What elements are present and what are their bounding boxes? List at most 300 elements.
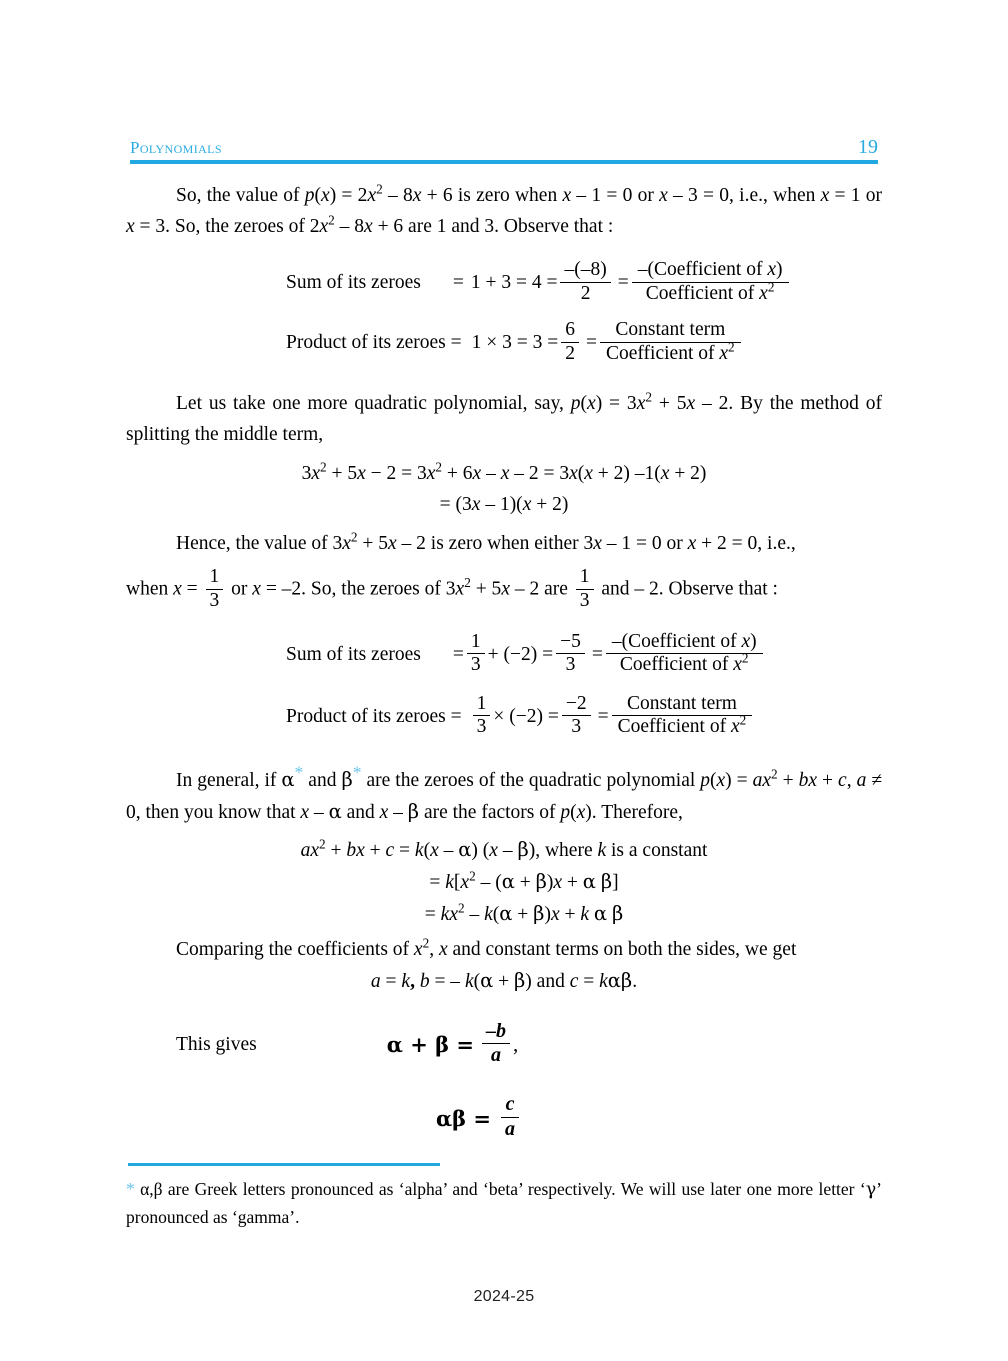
exponent: 2 (739, 712, 747, 728)
paragraph-when-x-equals-one-third (126, 567, 882, 613)
var-x: x (321, 185, 330, 206)
text-seg: + 6 (442, 463, 473, 485)
greek-beta: β (533, 902, 545, 926)
greek-alpha: α (281, 768, 295, 792)
var-x: x (733, 654, 742, 676)
var-x: x (522, 494, 532, 516)
fraction-minus-b-over-a (482, 1020, 510, 1067)
var-p: p (560, 802, 571, 824)
var-k: k (464, 971, 474, 993)
formula-lhs: α + β = (386, 1032, 474, 1058)
text-seg: = (380, 971, 402, 993)
greek-alpha: α (480, 969, 494, 993)
greek-gamma: γ (865, 1180, 877, 1200)
text-seg: or (226, 579, 253, 601)
paragraph-comparing-coefficients (126, 934, 882, 965)
product-middle: × (−2) = (493, 705, 559, 727)
footnote-marker: * (126, 1179, 135, 1199)
text-seg: ) and (525, 971, 570, 993)
fraction-minus2-over-3 (562, 693, 591, 739)
text-seg: ( (570, 802, 577, 824)
equation-sum-of-zeroes-1 (286, 260, 882, 306)
fraction-one-third (473, 693, 491, 739)
fraction-one-third (467, 631, 485, 677)
denominator-text: a (505, 1117, 516, 1140)
var-x: x (550, 904, 560, 926)
text-seg: ( (492, 904, 500, 926)
this-gives-row-1 (126, 1021, 882, 1068)
text-seg: – 8 (334, 216, 365, 237)
var-x: x (310, 840, 319, 862)
comma: , (512, 1032, 519, 1057)
exponent: 2 (350, 529, 358, 545)
var-x: x (719, 342, 729, 364)
var-x: x (388, 533, 397, 555)
text-seg: ( (580, 393, 588, 415)
header-page-number: 19 (858, 136, 878, 158)
text-seg: – 3 = 0, i.e., when (667, 185, 821, 206)
text-seg: + (777, 770, 799, 792)
exponent: 2 (328, 212, 335, 228)
var-x: x (501, 579, 510, 601)
product-value: 1 × 3 = 3 = (471, 332, 559, 354)
var-x: x (438, 939, 448, 961)
exponent: 2 (318, 836, 326, 852)
var-x: x (716, 770, 726, 792)
text-seg: – ( (475, 872, 502, 894)
text-seg: [ (453, 872, 461, 894)
page-footer-year: 2024-25 (473, 1288, 535, 1305)
var-x: x (500, 463, 510, 485)
text-seg: + (512, 904, 534, 926)
numerator: Constant term (615, 319, 726, 341)
greek-beta: β (535, 870, 547, 894)
equation-sum-of-zeroes-2 (286, 632, 882, 678)
text-seg: + 5 (651, 393, 687, 415)
var-x: x (489, 840, 498, 862)
var-x: x (593, 533, 602, 555)
exponent: 2 (376, 181, 383, 197)
equation-factored-form (126, 489, 882, 520)
label-product-of-zeroes: Product of its zeroes = (286, 332, 462, 354)
label-sum-of-zeroes: Sum of its zeroes (286, 272, 421, 294)
greek-alpha: α (582, 870, 596, 894)
sum-middle: + (−2) = (487, 643, 554, 665)
var-x: x (659, 185, 668, 206)
var-x: x (687, 533, 697, 555)
fraction-minus8-over-2 (560, 259, 610, 305)
var-x: x (741, 630, 751, 652)
var-a: a (856, 770, 867, 792)
fraction-coefficient-ratio (606, 631, 763, 677)
denominator (482, 1043, 510, 1067)
text-seg: = (578, 971, 600, 993)
text-seg: when (126, 579, 174, 601)
exponent: 2 (728, 339, 735, 355)
formula-lhs: αβ = (436, 1105, 492, 1131)
var-c: c (838, 770, 847, 792)
text-seg: and constant terms on both the sides, we get (447, 939, 797, 961)
var-x: x (173, 579, 182, 601)
text-seg: , (846, 770, 857, 792)
denominator: 3 (562, 715, 591, 739)
text-seg: = – (429, 971, 465, 993)
text-seg: and (341, 802, 380, 824)
exponent: 2 (767, 279, 775, 295)
fraction-one-third (206, 566, 224, 612)
fraction-coefficient-ratio (632, 259, 789, 305)
var-x: x (357, 463, 366, 485)
var-x: x (426, 463, 436, 485)
text-seg: So, the value of (176, 185, 305, 206)
var-k: k (580, 904, 590, 926)
var-p: p (304, 185, 315, 206)
footnote-marker-alpha: * (294, 762, 304, 783)
footnote-separator-rule (128, 1163, 440, 1166)
var-x: x (342, 533, 351, 555)
var-x: x (660, 463, 670, 485)
var-x: x (364, 216, 373, 237)
var-x: x (587, 393, 596, 415)
var-k: k (414, 840, 424, 862)
denominator (612, 712, 753, 739)
var-k: k (401, 971, 411, 993)
var-x: x (413, 939, 423, 961)
equals-sign: = (452, 643, 464, 665)
var-b: b (798, 770, 809, 792)
text-seg: – 1)( (480, 494, 523, 516)
text-seg: = –2. So, the zeroes of 3 (260, 579, 456, 601)
text-seg: = (181, 579, 203, 601)
var-c: c (569, 971, 579, 993)
footnote-text-2: ’ pronounced as ‘gamma’. (126, 1179, 882, 1227)
equation-split-middle-term (126, 458, 882, 489)
greek-alpha: α (328, 800, 342, 824)
text-seg: + (493, 971, 515, 993)
text-seg: = (429, 872, 446, 894)
var-x: x (367, 185, 377, 206)
numerator: –(–8) (564, 259, 607, 280)
text-seg: In general, if (176, 770, 282, 792)
exponent: 2 (319, 459, 327, 475)
numerator: −2 (565, 692, 587, 714)
greek-beta: β (514, 969, 526, 993)
text-seg: – (464, 904, 485, 926)
text-seg: = (394, 840, 415, 862)
var-c: c (385, 840, 395, 862)
text-seg: – (388, 802, 408, 824)
text-seg: ) = 3 (595, 393, 637, 415)
text-seg: Hence, the value of 3 (176, 533, 343, 555)
text-seg: – (497, 840, 518, 862)
var-x: x (767, 259, 776, 280)
equals-sign: = (452, 272, 464, 294)
text-seg: ] (612, 872, 619, 894)
numerator: −5 (560, 630, 581, 652)
text-seg: Let us take one more quadratic polynomial, say, (176, 393, 571, 415)
var-x: x (460, 872, 470, 894)
text-seg: – 1 = 0 or (601, 533, 688, 555)
denominator: 3 (556, 653, 585, 677)
text-seg: + (325, 840, 347, 862)
text-seg: is a constant (606, 840, 708, 862)
text-seg: ). Therefore, (585, 802, 683, 824)
numerator: 1 (470, 630, 481, 652)
equation-k-form-3 (126, 898, 882, 930)
denominator-text: Coefficient of (619, 654, 729, 676)
equation-k-form-1 (126, 834, 882, 866)
var-x: x (379, 802, 389, 824)
numerator-text: –(Coefficient of (611, 630, 737, 652)
paren: ) (750, 630, 757, 652)
text-seg: and – 2. Observe that : (596, 579, 778, 601)
text-seg: + (562, 872, 583, 894)
var-k: k (445, 872, 454, 894)
header-rule (130, 160, 878, 164)
text-seg: ) (544, 904, 551, 926)
text-seg: + 5 (357, 533, 388, 555)
var-x: x (730, 716, 740, 738)
var-x: x (252, 579, 261, 601)
paren: ) (776, 259, 783, 280)
text-seg: + 2 = 0, i.e., (696, 533, 796, 555)
var-x: x (808, 770, 818, 792)
denominator-text: Coefficient of (606, 342, 715, 364)
fraction-constant-over-coefficient (612, 693, 753, 739)
text-seg: ) = (725, 770, 753, 792)
var-x: x (569, 463, 578, 485)
var-x: x (455, 579, 465, 601)
formula-product-of-zeroes (436, 1094, 522, 1141)
denominator: 3 (206, 589, 224, 613)
numerator-text: c (505, 1093, 515, 1116)
equation-product-of-zeroes-2 (286, 694, 882, 740)
text-seg: – (309, 802, 329, 824)
equals-sign-2: = (617, 272, 629, 294)
text-seg: are the factors of (419, 802, 561, 824)
equation-product-of-zeroes-1 (286, 320, 882, 366)
equation-k-form-2 (126, 866, 882, 898)
numerator: 1 (209, 566, 220, 588)
text-seg: + 5 (470, 579, 502, 601)
denominator (501, 1117, 519, 1141)
text-seg: – 2 = 3 (509, 463, 570, 485)
var-x: x (576, 802, 586, 824)
exponent: 2 (464, 575, 471, 591)
denominator: 2 (561, 342, 579, 366)
greek-alpha: α (458, 838, 472, 862)
text-seg: + 5 (326, 463, 358, 485)
numerator: 1 (579, 566, 590, 588)
equals-sign-2: = (586, 332, 597, 354)
denominator (600, 339, 741, 366)
text-seg: ( (314, 185, 322, 206)
text-seg: ) ( (471, 840, 490, 862)
text-seg: ( (473, 971, 481, 993)
denominator-text: a (490, 1044, 501, 1067)
denominator (606, 650, 763, 677)
var-a: a (300, 840, 311, 862)
var-x: x (762, 770, 772, 792)
text-seg: − 2 = 3 (365, 463, 427, 485)
text-seg: = 3. So, the zeroes of 2 (134, 216, 320, 237)
paragraph-let-us-take (126, 388, 882, 450)
var-x: x (356, 840, 365, 862)
paragraph-so-the-value (126, 180, 882, 242)
fraction-one-third-2 (576, 566, 594, 612)
var-x: x (449, 904, 458, 926)
numerator (501, 1093, 519, 1116)
text-seg: 3 (301, 463, 312, 485)
exponent: 2 (645, 389, 652, 405)
greek-beta: β (517, 838, 529, 862)
text-seg: + (559, 904, 581, 926)
text-seg: = (424, 904, 441, 926)
greek-alpha: α (593, 902, 608, 926)
var-x: x (584, 463, 593, 485)
exponent: 2 (771, 766, 778, 782)
var-x: x (562, 185, 572, 206)
greek-alpha: α (499, 902, 513, 926)
text-seg: ), where (528, 840, 598, 862)
greek-beta: β (611, 902, 624, 926)
page-content (126, 180, 882, 1142)
var-p: p (700, 770, 711, 792)
text-seg: – 2 are (509, 579, 573, 601)
text-seg: , (429, 939, 439, 961)
sum-value: 1 + 3 = 4 = (470, 272, 558, 294)
text-seg: ( (710, 770, 717, 792)
text-seg: – 1 = 0 or (571, 185, 660, 206)
text-seg: – 2. By the method of splitting the middle term, (126, 393, 882, 446)
header-chapter-title: Polynomials (130, 138, 222, 157)
label-this-gives: This gives (176, 1033, 257, 1055)
numerator: 1 (476, 692, 487, 714)
equals-sign-2: = (591, 643, 603, 665)
equals-sign-2: = (597, 705, 609, 727)
text-seg: . (632, 971, 638, 993)
label-product-of-zeroes: Product of its zeroes = (286, 705, 462, 727)
var-x: x (472, 463, 482, 485)
formula-sum-of-zeroes (387, 1021, 518, 1068)
text-seg: , (410, 971, 420, 993)
greek-alpha-beta: αβ (607, 969, 633, 993)
text-seg: = (3 (439, 494, 472, 516)
var-b: b (419, 971, 430, 993)
exponent: 2 (422, 935, 430, 951)
fraction-6-over-2 (561, 319, 579, 365)
text-seg: = 1 or (829, 185, 883, 206)
denominator: 3 (473, 715, 491, 739)
var-a: a (370, 971, 381, 993)
text-seg: are the zeroes of the quadratic polynomial (361, 770, 701, 792)
numerator: Constant term (626, 692, 737, 714)
text-seg: and (303, 770, 342, 792)
page-header (130, 136, 878, 159)
text-seg: + 2) (531, 494, 569, 516)
text-seg: + (817, 770, 839, 792)
var-k: k (597, 840, 607, 862)
text-seg: – 2 is zero when either 3 (396, 533, 594, 555)
text-seg: – 8 (382, 185, 413, 206)
footnote-marker-beta: * (352, 762, 362, 783)
text-seg: ( (577, 463, 585, 485)
var-k: k (599, 971, 608, 993)
var-x: x (820, 185, 830, 206)
var-x: x (319, 216, 329, 237)
denominator: 3 (467, 653, 485, 677)
fraction-minus5-over-3 (556, 631, 585, 677)
numerator (632, 259, 789, 282)
var-x: x (430, 840, 439, 862)
numerator: 6 (565, 319, 575, 341)
var-b: b (346, 840, 357, 862)
numerator (606, 631, 763, 654)
text-seg: + (364, 840, 386, 862)
exponent: 2 (469, 868, 476, 884)
text-seg: + 2) –1( (592, 463, 661, 485)
var-x: x (636, 393, 646, 415)
var-a: a (752, 770, 763, 792)
var-x: x (686, 393, 696, 415)
denominator: 3 (576, 589, 594, 613)
text-seg: Comparing the coefficients of (176, 939, 414, 961)
numerator-text: –b (485, 1020, 506, 1043)
text-seg: + 2) (669, 463, 707, 485)
paragraph-hence-the-value (126, 528, 882, 559)
text-seg: + 6 is zero when (421, 185, 563, 206)
text-seg: ( (423, 840, 431, 862)
numerator (482, 1020, 510, 1043)
denominator-text: Coefficient of (617, 716, 727, 738)
exponent: 2 (741, 650, 749, 666)
var-x: x (471, 494, 481, 516)
greek-beta: β (407, 800, 420, 824)
var-x: x (553, 872, 563, 894)
var-x: x (311, 463, 320, 485)
greek-beta: β (600, 870, 613, 894)
equation-a-b-c-relations (126, 965, 882, 997)
greek-beta: β (341, 768, 353, 792)
text-seg: ) = 2 (329, 185, 368, 206)
denominator: 2 (560, 282, 610, 306)
var-k: k (484, 904, 493, 926)
exponent: 2 (435, 459, 443, 475)
denominator (632, 279, 789, 306)
this-gives-row-2 (126, 1094, 882, 1141)
text-seg: + 6 are 1 and 3. Observe that : (372, 216, 614, 237)
exponent: 2 (457, 900, 465, 916)
paragraph-in-general (126, 764, 882, 828)
text-seg: – (481, 463, 501, 485)
label-sum-of-zeroes: Sum of its zeroes (286, 643, 421, 665)
var-p: p (570, 393, 581, 415)
text-seg: + (514, 872, 536, 894)
var-x: x (412, 185, 422, 206)
var-x: x (759, 282, 768, 304)
text-seg: ≠ 0, then you know that (126, 770, 883, 824)
denominator-text: Coefficient of (645, 282, 755, 304)
var-x: x (300, 802, 310, 824)
fraction-constant-over-coefficient (600, 319, 741, 365)
footnote (126, 1176, 882, 1231)
fraction-c-over-a (501, 1093, 519, 1140)
greek-alpha: α (501, 870, 515, 894)
var-x: x (126, 216, 135, 237)
var-k: k (440, 904, 450, 926)
text-seg: ) (546, 872, 554, 894)
numerator-text: –(Coefficient of (637, 259, 763, 280)
